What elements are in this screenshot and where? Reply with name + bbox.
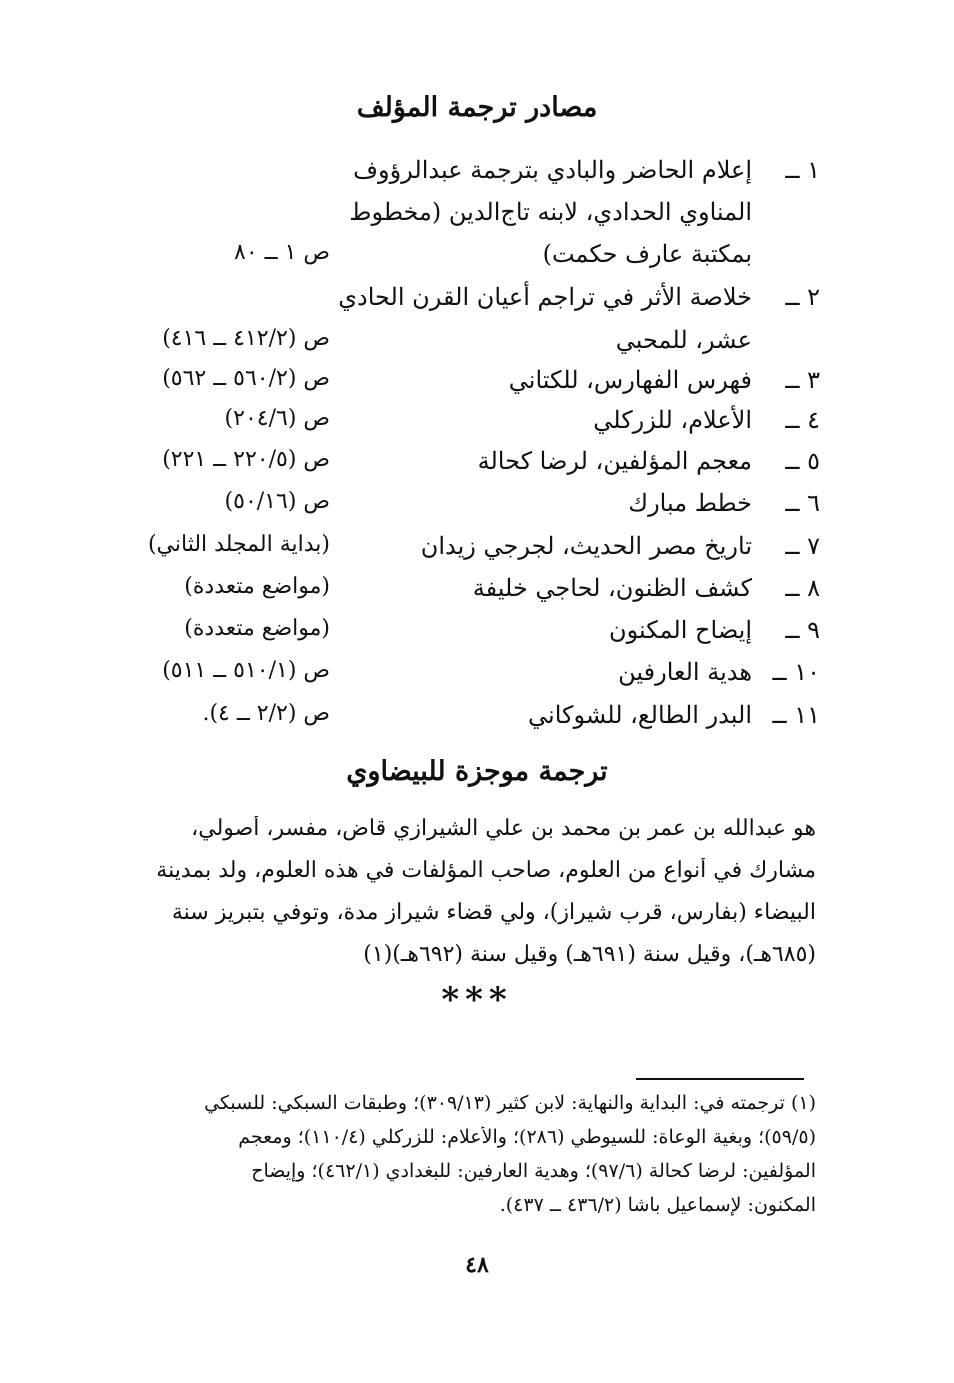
source-title-line: إعلام الحاضر والبادي بترجمة عبدالرؤوف: [353, 156, 752, 184]
source-item-1: [100, 156, 820, 196]
source-title-line: عشر، للمحبي: [615, 326, 752, 354]
source-item-6: [100, 489, 820, 529]
source-title-line: المناوي الحدادي، لابنه تاج‌الدين (مخطوط: [349, 198, 752, 226]
source-title-line: معجم المؤلفين، لرضا كحالة: [477, 447, 752, 475]
source-number: ١١ ــ: [772, 701, 820, 729]
source-title-line: هدية العارفين: [618, 658, 752, 686]
bio-heading: ترجمة موجزة للبيضاوي: [346, 756, 608, 787]
source-page-ref: ص (٥١٠/١ ــ ٥١١): [162, 658, 330, 683]
footnote-line-4: المكنون: لإسماعيل باشا (٤٣٦/٢ ــ ٤٣٧).: [499, 1194, 816, 1216]
source-item-3: [100, 366, 820, 406]
source-page-ref: ص (٥٦٠/٢ ــ ٥٦٢): [162, 366, 330, 391]
source-title-line: تاريخ مصر الحديث، لجرجي زيدان: [420, 532, 752, 560]
source-item-11: [100, 701, 820, 741]
section-divider-stars: ***: [441, 980, 513, 1020]
source-number: ٧ ــ: [785, 532, 820, 560]
source-item-2-end: [100, 326, 820, 366]
source-item-9: [100, 616, 820, 656]
bio-line-1: هو عبدالله بن عمر بن محمد بن علي الشيرازي قاض، مفسر، أصولي،: [191, 816, 816, 841]
source-number: ١ ــ: [785, 156, 820, 184]
source-page-ref: ص (٢٠٤/٦): [224, 406, 330, 431]
source-title-line: البدر الطالع، للشوكاني: [528, 701, 752, 729]
sources-heading: مصادر ترجمة المؤلف: [356, 92, 598, 123]
bio-line-3: البيضاء (بفارس، قرب شيراز)، ولي قضاء شيراز مدة، وتوفي بتبريز سنة: [171, 900, 816, 925]
source-number: ٢ ــ: [785, 283, 820, 311]
source-number: ٥ ــ: [785, 447, 820, 475]
source-item-10: [100, 658, 820, 698]
source-number: ٨ ــ: [785, 574, 820, 602]
source-title-line: إيضاح المكنون: [609, 616, 752, 644]
source-page-ref: ص (٢٢٠/٥ ــ ٢٢١): [162, 447, 330, 472]
source-title-line: الأعلام، للزركلي: [593, 406, 752, 434]
bio-line-4: (٦٨٥هـ)، وقيل سنة (٦٩١هـ) وقيل سنة (٦٩٢هـ)(١): [363, 942, 816, 967]
source-title-line: خلاصة الأثر في تراجم أعيان القرن الحادي: [338, 283, 752, 311]
source-item-8: [100, 574, 820, 614]
source-number: ٤ ــ: [785, 406, 820, 434]
footnote-line-1: (١) ترجمته في: البداية والنهاية: لابن كثير (٣٠٩/١٣)؛ وطبقات السبكي: للسبكي: [204, 1092, 816, 1114]
source-item-4: [100, 406, 820, 446]
footnote-line-3: المؤلفين: لرضا كحالة (٩٧/٦)؛ وهدية العارفين: للبغدادي (٤٦٢/١)؛ وإيضاح: [251, 1160, 816, 1182]
source-item-1-cont: [100, 198, 820, 238]
source-page-ref: ص (٤١٢/٢ ــ ٤١٦): [162, 326, 330, 351]
source-item-5: [100, 447, 820, 487]
source-title-line: فهرس الفهارس، للكتاني: [508, 366, 752, 394]
source-title-line: بمكتبة عارف حكمت): [542, 240, 752, 268]
source-number: ١٠ ــ: [772, 658, 820, 686]
source-item-7: [100, 532, 820, 572]
source-page-ref: (مواضع متعددة): [184, 574, 330, 599]
source-page-ref: ص (٥٠/١٦): [224, 489, 330, 514]
source-page-ref: (مواضع متعددة): [184, 616, 330, 641]
source-number: ٣ ــ: [785, 366, 820, 394]
page-number: ٤٨: [465, 1252, 489, 1278]
bio-line-2: مشارك في أنواع من العلوم، صاحب المؤلفات في هذه العلوم، ولد بمدينة: [156, 858, 816, 883]
source-page-ref: (بداية المجلد الثاني): [147, 532, 330, 557]
footnote-line-2: (٥٩/٥)؛ وبغية الوعاة: للسيوطي (٢٨٦)؛ والأعلام: للزركلي (١١٠/٤)؛ ومعجم: [238, 1126, 816, 1148]
source-number: ٦ ــ: [785, 489, 820, 517]
source-page-ref: ص (٢/٢ ــ ٤).: [202, 701, 330, 726]
source-page-ref: ص ١ ــ ٨٠: [234, 240, 330, 265]
source-item-2: [100, 283, 820, 323]
source-title-line: خطط مبارك: [628, 489, 752, 517]
source-item-1-end: [100, 240, 820, 280]
footnote-rule: [636, 1078, 804, 1080]
source-title-line: كشف الظنون، لحاجي خليفة: [472, 574, 752, 602]
source-number: ٩ ــ: [785, 616, 820, 644]
